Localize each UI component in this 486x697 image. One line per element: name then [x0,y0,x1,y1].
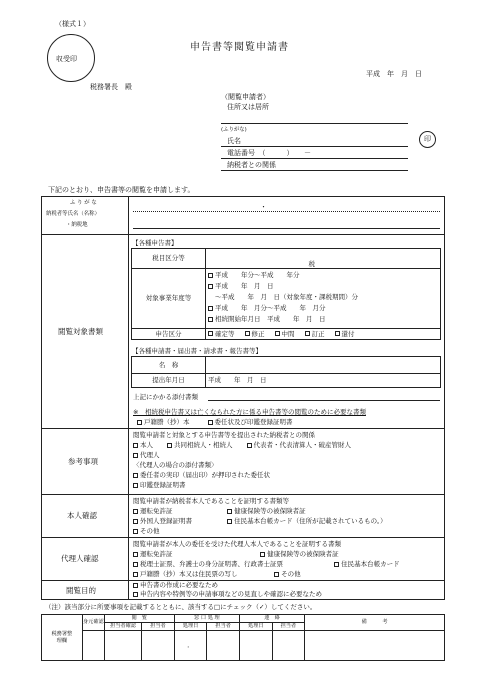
submit-date-field[interactable]: 平成 年 月 日 [206,374,441,388]
year-range-end: ～平成 年 月 日（対象年度・課税期間）分 [215,293,358,301]
office-cell[interactable] [239,631,272,661]
checkbox[interactable] [227,519,232,524]
name-field[interactable] [221,146,408,147]
inheritance-note: ※ 相続税申告書又は亡くなられた方に係る申告書等の閲覧のために必要な書類 [133,408,366,416]
docs-table [131,356,441,388]
checkbox[interactable] [133,443,138,448]
view-header: 閲 覧 [104,615,174,623]
submit-label: 提出年月日 [132,374,206,388]
alien-reg-label: 外国人登録証明書 [140,517,192,525]
sub-header: 担当者 [207,623,240,631]
identity-label: 本人確認 [67,511,97,520]
year-option-1-label: 平成 年分～平成 年分 [215,271,300,279]
year-label: 対象事業年度等 [132,269,206,329]
filing-option-1-label: 確定等 [215,329,235,338]
seal-label: 印 [424,135,431,143]
counter-header: 窓 口 処 理 [174,615,239,623]
agent-insurance-label: 健康保険等の被保険者証 [267,550,339,558]
license-label: 運転免許証 [140,507,173,515]
agent-check-title: 閲覧申請者が本人の委任を受けた代理人本人であることを証明する書類 [133,540,341,548]
note-options[interactable] [137,418,311,426]
page-title: 申告書等閲覧申請書 [190,42,289,53]
office-mark: ． [187,641,195,650]
applicant-relation-label: 納税者との関係 [227,161,276,169]
row-separator [41,580,445,581]
applicant-name-label: 氏名 [227,137,241,145]
agent-docs-title: 〈代理人の場合の添付書類〉 [133,461,218,469]
other-label: その他 [140,527,160,535]
checkbox[interactable] [208,306,213,311]
taxpayer-furigana-field[interactable] [133,211,440,212]
agent-cert-label: 税理士証票、弁護士の身分証明書、行政書士証票 [140,560,283,568]
checkbox[interactable] [133,483,138,488]
filing-option-1[interactable] [208,330,235,338]
checkbox[interactable] [133,583,138,588]
taxpayer-place-label: ・納税地 [66,222,88,228]
relation-field[interactable] [221,170,408,171]
form-number: （様式１） [55,20,90,28]
year-option-1[interactable] [208,271,300,279]
intro-text: 下記のとおり、申告書等の閲覧を申請します。 [48,186,195,194]
page-dot: ・ [260,203,267,211]
checkbox[interactable] [133,552,138,557]
checkbox[interactable] [167,443,172,448]
agent-check-row-3[interactable] [133,570,301,578]
agent-doc-2[interactable] [133,481,186,489]
year-option-4-label: 平成 年 月分～平成 年 月分 [215,304,326,312]
year-option-4[interactable] [208,304,326,312]
target-label: 閲覧対象書類 [58,327,103,336]
agent-doc-1-label: 委任者の実印（届出印）が押印された委任状 [140,471,270,479]
purpose-option-2-label: 申告内容や特例等の申請事項などの見直しや確認に必要なため [140,590,322,598]
identity-row-3[interactable] [133,527,160,535]
checkbox[interactable] [133,529,138,534]
relation-option-3[interactable] [247,441,352,449]
agent-other-label: その他 [281,570,301,578]
purpose-option-2[interactable] [133,590,322,598]
checkbox[interactable] [133,592,138,597]
identity-row-1[interactable] [133,507,306,515]
year-option-5-label: 相続開始年月日 平成 年 月 日 [215,315,326,323]
office-cell[interactable] [82,631,104,661]
filing-option-5-label: 還付 [341,329,355,338]
year-option-5[interactable] [208,315,326,323]
addressee: 税務署長 殿 [90,83,132,91]
checkbox[interactable] [227,509,232,514]
office-label [42,615,83,661]
receipt-stamp-label: 収受印 [56,55,77,63]
office-cell[interactable] [142,631,175,661]
year-option-2-label: 平成 年 月 日 [215,282,274,290]
row-separator [41,537,445,538]
phone-field[interactable] [221,158,408,159]
agent-doc-1[interactable] [133,471,270,479]
identity-row-2[interactable] [133,517,387,525]
returns-header: 【各種申告書】 [132,239,178,247]
relation-option-1[interactable] [133,441,153,449]
checkbox[interactable] [133,519,138,524]
agent-family-register-label: 戸籍謄（抄）本又は住民票の写し [140,570,238,578]
office-table [41,614,445,661]
agent-check-label: 代理人確認 [61,554,99,563]
applicant-heading: （閲覧申請者） [221,93,270,101]
purpose-label: 閲覧目的 [66,586,96,595]
tax-type-label: 税目区分等 [132,249,206,269]
resident-card-label: 住民基本台帳カード（住所が記載されているもの。） [234,517,387,525]
id-check-header: 身元確認 [82,615,104,631]
purpose-option-1-label: 申告書の作成に必要なため [140,581,218,589]
agent-license-label: 運転免許証 [140,550,173,558]
note-option-2[interactable] [208,418,293,426]
office-cell[interactable] [104,631,141,661]
relation-option-2-label: 共同相続人・相続人 [174,441,233,449]
checkbox[interactable] [208,420,213,425]
checkbox[interactable] [335,331,340,336]
date-line: 平成 年 月 日 [366,70,422,78]
year-option-2[interactable] [208,282,274,290]
checkbox[interactable] [133,572,138,577]
attached-label: 上記にかかる添付書類 [133,393,198,401]
label-column-divider [128,196,129,600]
agent-resident-card-label: 住民基本台帳カード [341,560,400,568]
reference-label: 参考事項 [68,457,98,466]
doc-name-label: 名 称 [132,357,206,374]
row-separator [41,428,445,429]
checkbox[interactable] [334,562,339,567]
office-cell[interactable] [207,631,240,661]
checkbox[interactable] [260,552,265,557]
checkbox[interactable] [274,572,279,577]
note-option-2-label: 委任状及び印鑑登録証明書 [214,418,293,426]
checkbox[interactable] [133,562,138,567]
filing-options[interactable] [206,329,441,340]
checkbox[interactable] [208,284,213,289]
taxpayer-furigana: ふ り が な [70,200,97,206]
checkbox[interactable] [208,273,213,278]
applicant-furigana: (ふりがな) [221,127,247,133]
tax-suffix: 税 [308,259,315,268]
relation-option-3-label: 代表者・代表清算人・破産管財人 [253,441,351,449]
identity-title: 閲覧申請者が納税者本人であることを証明する書類等 [133,497,289,505]
applicant-address-label: 住所又は居所 [227,103,269,111]
agent-check-row-1[interactable] [133,550,339,558]
checkbox[interactable] [208,331,213,336]
insurance-label: 健康保険等の被保険者証 [234,507,306,515]
row-separator [41,494,445,495]
filing-option-3-label: 中間 [281,329,295,338]
checkbox[interactable] [208,317,213,322]
remarks-header: 備 考 [305,615,445,631]
note-option-1-label: 戸籍謄（抄）本 [144,418,190,426]
checkbox[interactable] [275,331,280,336]
taxpayer-name-field[interactable] [133,228,440,229]
sub-header: 担当者 [272,623,305,631]
returns-table [131,248,441,340]
filing-option-2[interactable] [245,330,265,338]
contact-header: 連 絡 [239,615,304,623]
applicant-phone-label: 電話番号 （ ） － [227,149,311,157]
year-options[interactable] [206,269,441,329]
office-cell[interactable] [272,631,305,661]
filing-option-5[interactable] [335,330,355,338]
doc-name-field[interactable] [206,357,441,374]
checkbox[interactable] [133,453,138,458]
relation-options[interactable] [133,441,365,449]
relation-title: 閲覧申請者と対象とする申告書等を提出された納税者との関係 [133,431,315,439]
agent-doc-2-label: 印鑑登録証明書 [140,481,186,489]
note-option-1[interactable] [137,418,190,426]
tax-type-field[interactable] [206,249,441,269]
purpose-option-1[interactable] [133,581,218,589]
sub-header: 担当者 [142,623,175,631]
filing-option-4-label: 訂正 [311,329,325,338]
footnote: （注）該当部分に所要事項を記載するとともに、該当する□にチェック（✓）してください。 [45,603,317,611]
taxpayer-name-label: 納税者等氏名（名称） [46,211,100,217]
sub-header: 担当者確認 [104,623,141,631]
filing-option-2-label: 修正 [251,329,265,338]
filing-option-3[interactable] [275,330,295,338]
checkbox[interactable] [305,331,310,336]
sub-header: 処理日 [174,623,207,631]
filing-option-4[interactable] [305,330,325,338]
relation-option-2[interactable] [167,441,233,449]
docs-header: 【各種申請書・届出書・請求書・報告書等】 [132,347,262,355]
sub-header: 処理日 [239,623,272,631]
checkbox[interactable] [133,473,138,478]
attached-field[interactable] [208,400,440,401]
relation-option-1-label: 本人 [140,441,153,449]
checkbox[interactable] [137,420,142,425]
agent-check-row-2[interactable] [133,560,400,568]
checkbox[interactable] [245,331,250,336]
agent-option[interactable] [133,451,160,459]
row-separator [41,234,445,235]
office-label-text: 税務署整理欄 [51,630,73,644]
office-cell[interactable] [174,631,207,661]
checkbox[interactable] [247,443,252,448]
office-cell[interactable] [305,631,445,661]
checkbox[interactable] [133,509,138,514]
filing-label: 申告区分 [132,329,206,340]
agent-option-label: 代理人 [140,451,160,459]
address-field[interactable] [221,123,408,124]
